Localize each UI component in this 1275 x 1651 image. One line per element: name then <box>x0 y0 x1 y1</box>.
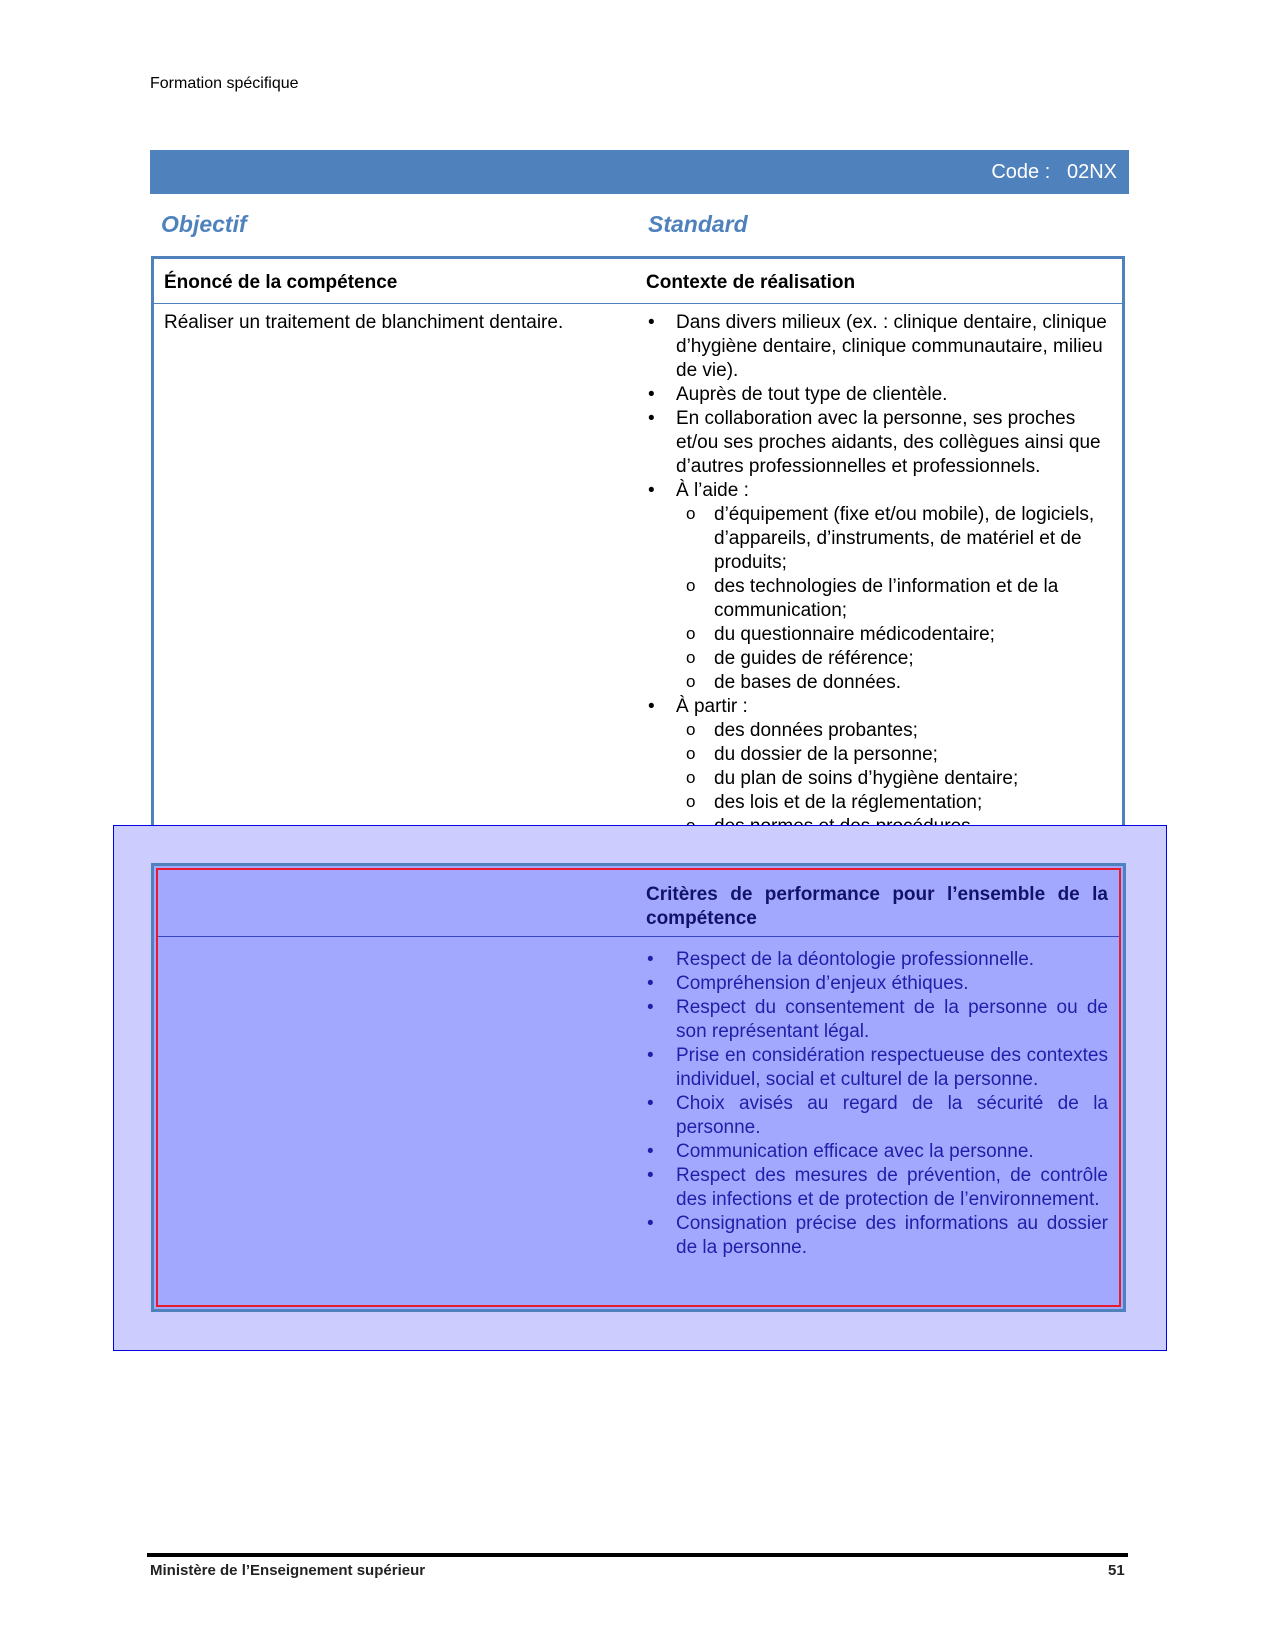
context-subitem: o de guides de référence; <box>646 647 1116 671</box>
context-subitem: o du questionnaire médicodentaire; <box>646 623 1116 647</box>
competency-table-header <box>154 259 1122 304</box>
code-value: 02NX <box>1066 161 1117 183</box>
context-subitem: o de bases de données. <box>646 671 1116 695</box>
criterion-item: • Respect de la déontologie professionnelle. <box>646 948 1108 972</box>
criterion-item: • Prise en considération respectueuse des contextes individuel, social et culturel de la personne. <box>646 1044 1108 1092</box>
criterion-item: • Respect des mesures de prévention, de contrôle des infections et de protection de l’environnement. <box>646 1164 1108 1212</box>
competency-statement: Réaliser un traitement de blanchiment dentaire. <box>164 312 564 333</box>
criterion-item: • Communication efficace avec la personne. <box>646 1140 1108 1164</box>
context-subitem: o du plan de soins d’hygiène dentaire; <box>646 767 1116 791</box>
code-label: Code : <box>991 161 1051 183</box>
context-subitem: o des données probantes; <box>646 719 1116 743</box>
criterion-item: • Choix avisés au regard de la sécurité de la personne. <box>646 1092 1108 1140</box>
criterion-item: • Respect du consentement de la personne ou de son représentant légal. <box>646 996 1108 1044</box>
competency-table <box>151 256 1125 844</box>
performance-criteria-title: Critères de performance pour l’ensemble de la compétence <box>646 884 1108 929</box>
criterion-item: • Compréhension d’enjeux éthiques. <box>646 972 1108 996</box>
statement-header: Énoncé de la compétence <box>164 272 398 293</box>
context-subitem: o des technologies de l’information et de la communication; <box>646 575 1116 623</box>
page-number: 51 <box>1108 1562 1125 1579</box>
performance-criteria-list <box>646 948 1108 1260</box>
context-item: • En collaboration avec la personne, ses proches et/ou ses proches aidants, des collègues ainsi que d’autres professionnelles et professionnels. <box>646 407 1116 479</box>
running-header: Formation spécifique <box>150 75 299 92</box>
performance-table-frame <box>156 868 1121 1307</box>
objectif-label: Objectif <box>161 211 247 237</box>
footer-rule <box>147 1553 1128 1557</box>
performance-header-divider <box>158 936 1119 937</box>
context-item: • À l’aide : <box>646 479 1116 503</box>
context-item: • Auprès de tout type de clientèle. <box>646 383 1116 407</box>
criterion-item: • Consignation précise des informations au dossier de la personne. <box>646 1212 1108 1260</box>
competency-code <box>991 161 1117 184</box>
context-subitem: o des lois et de la réglementation; <box>646 791 1116 815</box>
context-item: • À partir : <box>646 695 1116 719</box>
standard-label: Standard <box>648 211 748 237</box>
performance-table <box>151 863 1126 1312</box>
code-bar <box>150 150 1129 194</box>
context-subitem: o du dossier de la personne; <box>646 743 1116 767</box>
context-header: Contexte de réalisation <box>646 272 856 293</box>
context-list <box>646 311 1116 839</box>
context-item: • Dans divers milieux (ex. : clinique dentaire, clinique d’hygiène dentaire, clinique communautaire, milieu de vie). <box>646 311 1116 383</box>
footer-ministry: Ministère de l’Enseignement supérieur <box>150 1562 426 1579</box>
context-subitem: o d’équipement (fixe et/ou mobile), de logiciels, d’appareils, d’instruments, de matériel et de produits; <box>646 503 1116 575</box>
